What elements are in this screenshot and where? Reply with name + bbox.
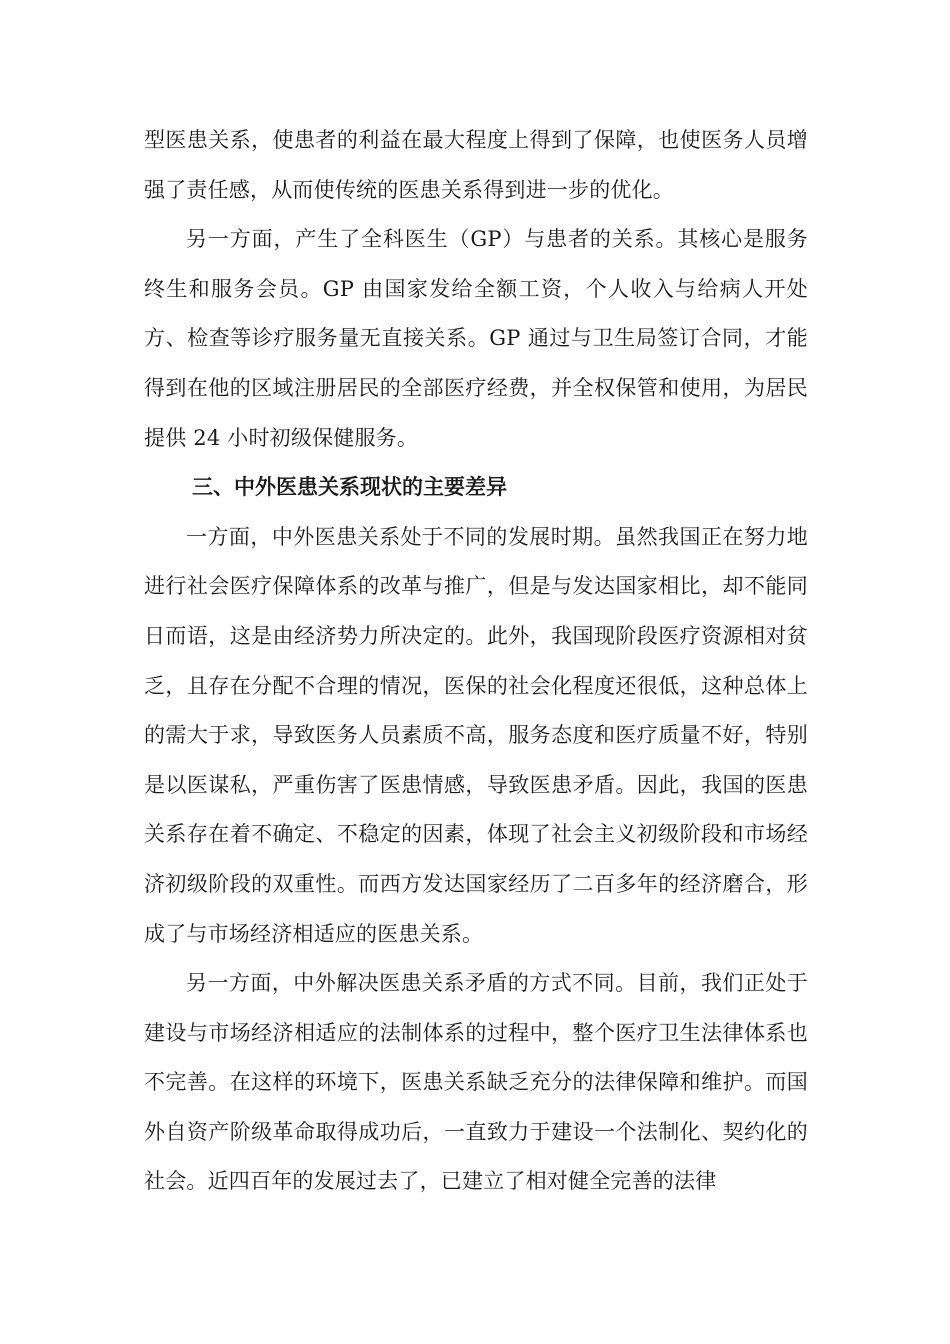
paragraph-continuation: 型医患关系，使患者的利益在最大程度上得到了保障，也使医务人员增强了责任感，从而使传统的医患关系得到进一步的优化。 bbox=[144, 128, 808, 202]
document-page bbox=[144, 116, 808, 1207]
section-heading: 三、中外医患关系现状的主要差异 bbox=[192, 475, 507, 500]
paragraph-development-stage: 一方面，中外医患关系处于不同的发展时期。虽然我国正在努力地进行社会医疗保障体系的改革与推广，但是与发达国家相比，却不能同日而语，这是由经济势力所决定的。此外，我国现阶段医疗资源相对贫乏，且存在分配不合理的情况，医保的社会化程度还很低，这种总体上的需大于求，导致医务人员素质不高，服务态度和医疗质量不好，特别是以医谋私，严重伤害了医患情感，导致医患矛盾。因此，我国的医患关系存在着不确定、不稳定的因素，体现了社会主义初级阶段和市场经济初级阶段的双重性。而西方发达国家经历了二百多年的经济磨合，形成了与市场经济相适应的医患关系。 bbox=[144, 524, 808, 946]
paragraph-gp-relationship: 另一方面，产生了全科医生（GP）与患者的关系。其核心是服务终生和服务会员。GP 由国家发给全额工资，个人收入与给病人开处方、检查等诊疗服务量无直接关系。GP 通过与卫生局签订合同，才能得到在他的区域注册居民的全部医疗经费，并全权保管和使用，为居民提供 24 小时初级保健服务。 bbox=[144, 227, 808, 450]
paragraph-resolution-methods: 另一方面，中外解决医患关系矛盾的方式不同。目前，我们正处于建设与市场经济相适应的法制体系的过程中，整个医疗卫生法律体系也不完善。在这样的环境下，医患关系缺乏充分的法律保障和维护。而国外自资产阶级革命取得成功后，一直致力于建设一个法制化、契约化的社会。近四百年的发展过去了，已建立了相对健全完善的法律 bbox=[144, 971, 808, 1194]
